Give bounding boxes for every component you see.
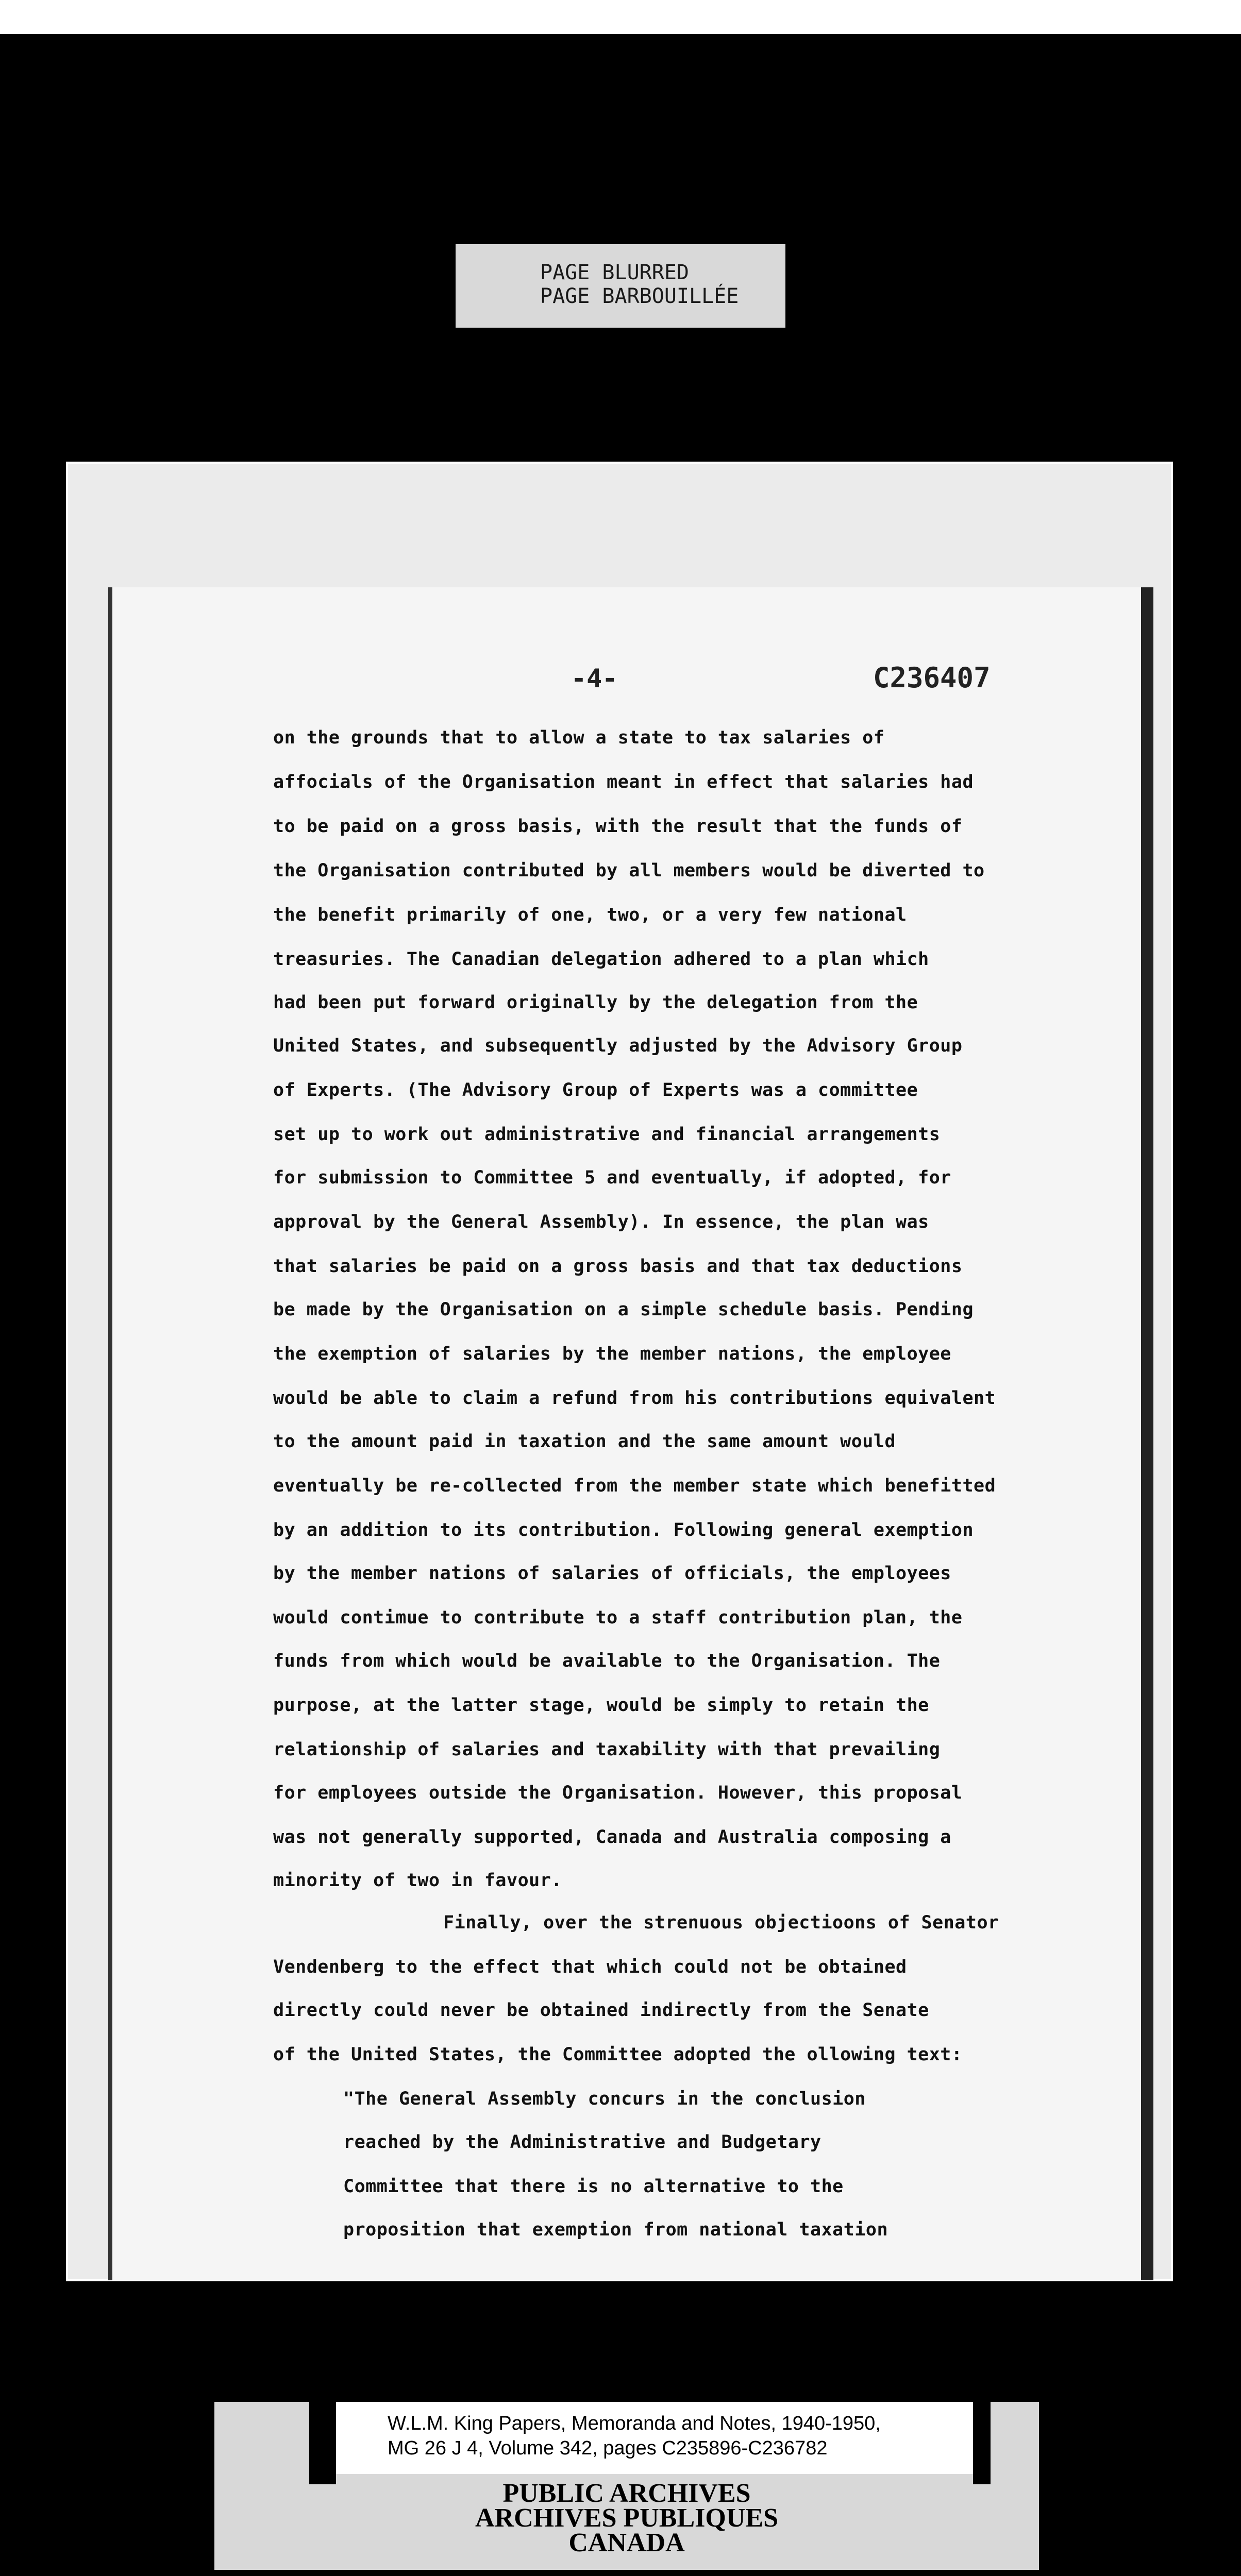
body-line: the Organisation contributed by all members would be diverted to: [273, 860, 985, 881]
source-caption: [336, 2402, 973, 2474]
paragraph-line: of the United States, the Committee adopted the ollowing text:: [273, 2044, 963, 2065]
body-line: the exemption of salaries by the member nations, the employee: [273, 1344, 951, 1364]
body-line: funds from which would be available to the Organisation. The: [273, 1651, 941, 1671]
body-line: the benefit primarily of one, two, or a very few national: [273, 905, 907, 925]
document-id: C236407: [873, 662, 991, 694]
body-line: of Experts. (The Advisory Group of Experts was a committee: [273, 1080, 918, 1100]
body-line: minority of two in favour.: [273, 1870, 562, 1891]
paragraph-line: Vendenberg to the effect that which could not be obtained: [273, 1957, 907, 1977]
archives-line-fr: ARCHIVES PUBLIQUES: [475, 2503, 779, 2533]
page-blurred-label: [456, 244, 785, 328]
top-margin: [0, 0, 1241, 34]
quote-line: "The General Assembly concurs in the conclusion: [343, 2089, 866, 2109]
body-line: be made by the Organisation on a simple schedule basis. Pending: [273, 1299, 974, 1320]
stamp-shadow-left: [309, 2402, 336, 2484]
quote-line: proposition that exemption from national taxation: [343, 2219, 888, 2240]
body-line: to the amount paid in taxation and the same amount would: [273, 1431, 896, 1452]
blur-label-en: PAGE BLURRED: [540, 261, 689, 284]
caption-line-2: MG 26 J 4, Volume 342, pages C235896-C236782: [388, 2437, 828, 2459]
quote-line: reached by the Administrative and Budgetary: [343, 2132, 821, 2153]
body-line: would contimue to contribute to a staff contribution plan, the: [273, 1607, 963, 1628]
body-line: by an addition to its contribution. Following general exemption: [273, 1520, 974, 1540]
blur-label-fr: PAGE BARBOUILLÉE: [540, 284, 739, 308]
body-line: had been put forward originally by the delegation from the: [273, 992, 918, 1013]
body-line: would be able to claim a refund from his contributions equivalent: [273, 1388, 996, 1409]
body-line: for submission to Committee 5 and eventually, if adopted, for: [273, 1167, 951, 1188]
body-line: eventually be re-collected from the member state which benefitted: [273, 1476, 996, 1496]
body-line: approval by the General Assembly). In essence, the plan was: [273, 1212, 929, 1232]
quote-line: Committee that there is no alternative to the: [343, 2176, 844, 2197]
body-line: affocials of the Organisation meant in effect that salaries had: [273, 772, 974, 792]
archives-line-en: PUBLIC ARCHIVES: [502, 2479, 751, 2508]
body-line: set up to work out administrative and financial arrangements: [273, 1124, 941, 1145]
body-line: purpose, at the latter stage, would be simply to retain the: [273, 1695, 929, 1716]
caption-line-1: W.L.M. King Papers, Memoranda and Notes, 1940-1950,: [388, 2413, 881, 2434]
body-line: relationship of salaries and taxability with that prevailing: [273, 1739, 941, 1760]
body-line: treasuries. The Canadian delegation adhered to a plan which: [273, 949, 929, 970]
body-line: to be paid on a gross basis, with the result that the funds of: [273, 816, 963, 837]
body-line: for employees outside the Organisation. However, this proposal: [273, 1783, 963, 1803]
public-archives-stamp: [214, 2481, 1039, 2555]
paragraph-line: directly could never be obtained indirectly from the Senate: [273, 2000, 929, 2021]
paragraph-line: Finally, over the strenuous objectioons of Senator: [443, 1912, 999, 1933]
body-line: United States, and subsequently adjusted by the Advisory Group: [273, 1036, 963, 1056]
body-line: was not generally supported, Canada and Australia composing a: [273, 1827, 951, 1848]
body-line: on the grounds that to allow a state to tax salaries of: [273, 727, 885, 748]
archives-line-country: CANADA: [568, 2528, 685, 2557]
page-number: -4-: [571, 664, 618, 693]
body-line: that salaries be paid on a gross basis and that tax deductions: [273, 1256, 963, 1277]
stamp-shadow-right: [973, 2402, 991, 2484]
body-line: by the member nations of salaries of officials, the employees: [273, 1563, 951, 1584]
